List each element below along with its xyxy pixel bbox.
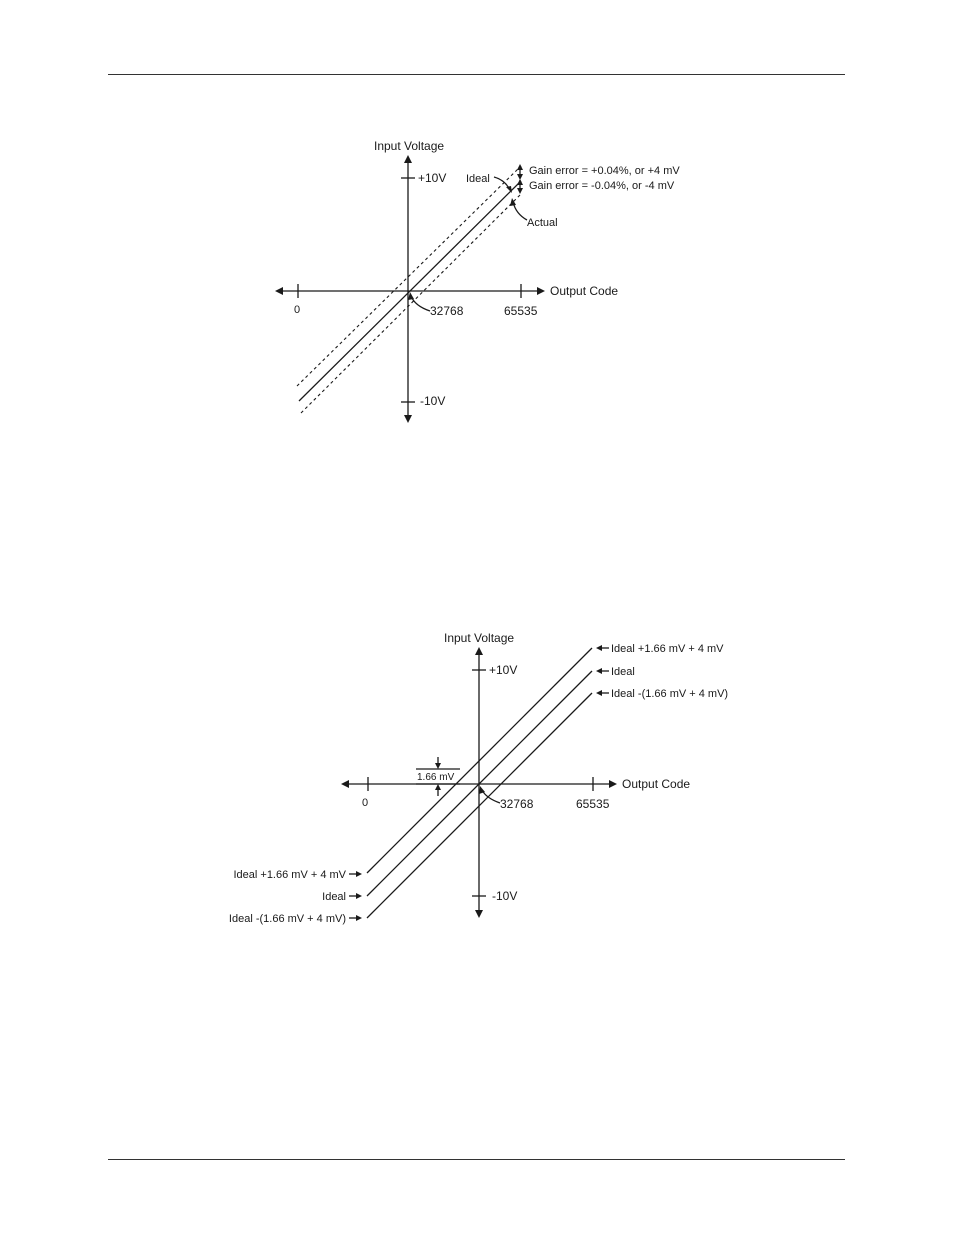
x-axis-title: Output Code [622, 777, 691, 791]
x-axis-left-arrow [275, 287, 283, 295]
y-axis-title: Input Voltage [444, 631, 515, 645]
gain-neg-arrow-down [517, 188, 523, 194]
y-tick-neg-label: -10V [492, 889, 518, 903]
right-arrow-1-head [596, 645, 602, 651]
center-leader [411, 296, 430, 311]
offset-label: 1.66 mV [417, 772, 455, 783]
gain-neg-line [301, 194, 521, 413]
right-arrow-2-head [596, 668, 602, 674]
left-arrow-3-head [356, 915, 362, 921]
gain-neg-arrow-up [517, 179, 523, 185]
x-tick-max-label: 65535 [504, 304, 538, 318]
right-label-2: Ideal [611, 666, 635, 678]
offset-arrow-bottom-head [435, 784, 441, 790]
left-arrow-2-head [356, 893, 362, 899]
ideal-label: Ideal [466, 173, 490, 185]
y-axis-title: Input Voltage [374, 139, 445, 153]
left-label-1: Ideal +1.66 mV + 4 mV [233, 869, 346, 881]
gain-pos-label: Gain error = +0.04%, or +4 mV [529, 165, 680, 177]
right-label-3: Ideal -(1.66 mV + 4 mV) [611, 688, 729, 700]
y-axis-up-arrow [475, 647, 483, 655]
right-label-1: Ideal +1.66 mV + 4 mV [611, 643, 724, 655]
x-mid-label: 32768 [500, 797, 534, 811]
left-arrow-1-head [356, 871, 362, 877]
y-tick-neg-label: -10V [420, 394, 446, 408]
y-axis-up-arrow [404, 155, 412, 163]
y-tick-pos-label: +10V [418, 171, 447, 185]
header-rule [108, 74, 845, 75]
ideal-leader-arrow [506, 186, 512, 193]
y-axis-down-arrow [475, 910, 483, 918]
y-tick-pos-label: +10V [489, 663, 518, 677]
left-label-2: Ideal [322, 891, 346, 903]
actual-label: Actual [527, 217, 558, 229]
gain-pos-arrow-up [517, 164, 523, 170]
gain-pos-line [297, 166, 521, 386]
x-axis-right-arrow [609, 780, 617, 788]
right-arrow-3-head [596, 690, 602, 696]
y-axis-down-arrow [404, 415, 412, 423]
x-axis-right-arrow [537, 287, 545, 295]
x-mid-label: 32768 [430, 304, 464, 318]
x-axis-left-arrow [341, 780, 349, 788]
gain-error-diagram [0, 130, 954, 440]
x-tick-min-label: 0 [362, 797, 369, 809]
center-leader-arrow [408, 292, 414, 300]
x-tick-max-label: 65535 [576, 797, 610, 811]
left-label-3: Ideal -(1.66 mV + 4 mV) [228, 913, 346, 925]
gain-neg-label: Gain error = -0.04%, or -4 mV [529, 180, 675, 192]
x-tick-min-label: 0 [294, 304, 301, 316]
x-axis-title: Output Code [550, 284, 619, 298]
footer-rule [108, 1159, 845, 1160]
offset-error-diagram [0, 625, 954, 925]
offset-arrow-top-head [435, 763, 441, 769]
